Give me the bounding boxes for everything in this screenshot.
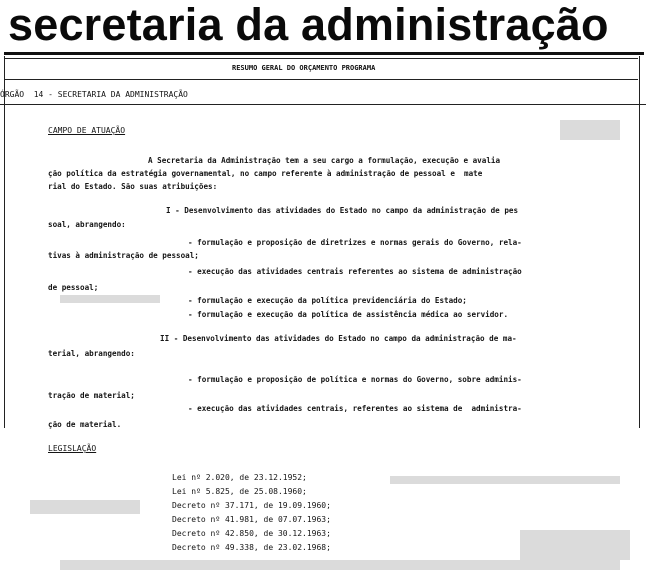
legislacao-heading: LEGISLAÇÃO (48, 444, 97, 453)
orgao-label: ÓRGÃO 14 - SECRETARIA DA ADMINISTRAÇÃO (0, 90, 188, 99)
report-header: RESUMO GERAL DO ORÇAMENTO PROGRAMA (232, 64, 376, 72)
legislacao-item: Decreto nº 37.171, de 19.09.1960; (172, 501, 331, 510)
legislacao-item: Lei nº 2.020, de 23.12.1952; (172, 473, 307, 482)
campo-line: - execução das atividades centrais, referentes ao sistema de administra- (188, 404, 522, 413)
campo-line: A Secretaria da Administração tem a seu cargo a formulação, execução e avalia (148, 156, 501, 165)
scan-noise (60, 560, 620, 570)
campo-line: - formulação e proposição de diretrizes e normas gerais do Governo, rela- (188, 238, 522, 247)
campo-line: - formulação e proposição de política e normas do Governo, sobre adminis- (188, 375, 522, 384)
legislacao-item: Decreto nº 42.850, de 30.12.1963; (172, 529, 331, 538)
campo-line: II - Desenvolvimento das atividades do Estado no campo da administração de ma- (160, 334, 517, 343)
legislacao-item: Decreto nº 49.338, de 23.02.1968; (172, 543, 331, 552)
scan-noise (60, 295, 160, 303)
scan-noise (30, 500, 140, 514)
campo-line: I - Desenvolvimento das atividades do Estado no campo da administração de pes (166, 206, 519, 215)
campo-line: ção política da estratégia governamental, no campo referente à administração de pessoal e mate (48, 169, 483, 178)
campo-line: ção de material. (48, 420, 122, 429)
campo-line: - formulação e execução da política previdenciária do Estado; (188, 296, 467, 305)
campo-line: - execução das atividades centrais referentes ao sistema de administração (188, 267, 522, 276)
campo-line: - formulação e execução da política de assistência médica ao servidor. (188, 310, 509, 319)
legislacao-item: Lei nº 5.825, de 25.08.1960; (172, 487, 307, 496)
campo-heading: CAMPO DE ATUAÇÃO (48, 126, 126, 135)
campo-line: tivas à administração de pessoal; (48, 251, 199, 260)
page-title: secretaria da administração (8, 0, 609, 50)
scan-noise (390, 476, 620, 484)
campo-line: terial, abrangendo: (48, 349, 135, 358)
campo-line: soal, abrangendo: (48, 220, 126, 229)
legislacao-item: Decreto nº 41.981, de 07.07.1963; (172, 515, 331, 524)
campo-line: rial do Estado. São suas atribuições: (48, 182, 218, 191)
campo-line: tração de material; (48, 391, 135, 400)
scan-noise (560, 120, 620, 140)
campo-line: de pessoal; (48, 283, 99, 292)
scan-noise (520, 530, 630, 560)
top-rule (4, 52, 644, 55)
